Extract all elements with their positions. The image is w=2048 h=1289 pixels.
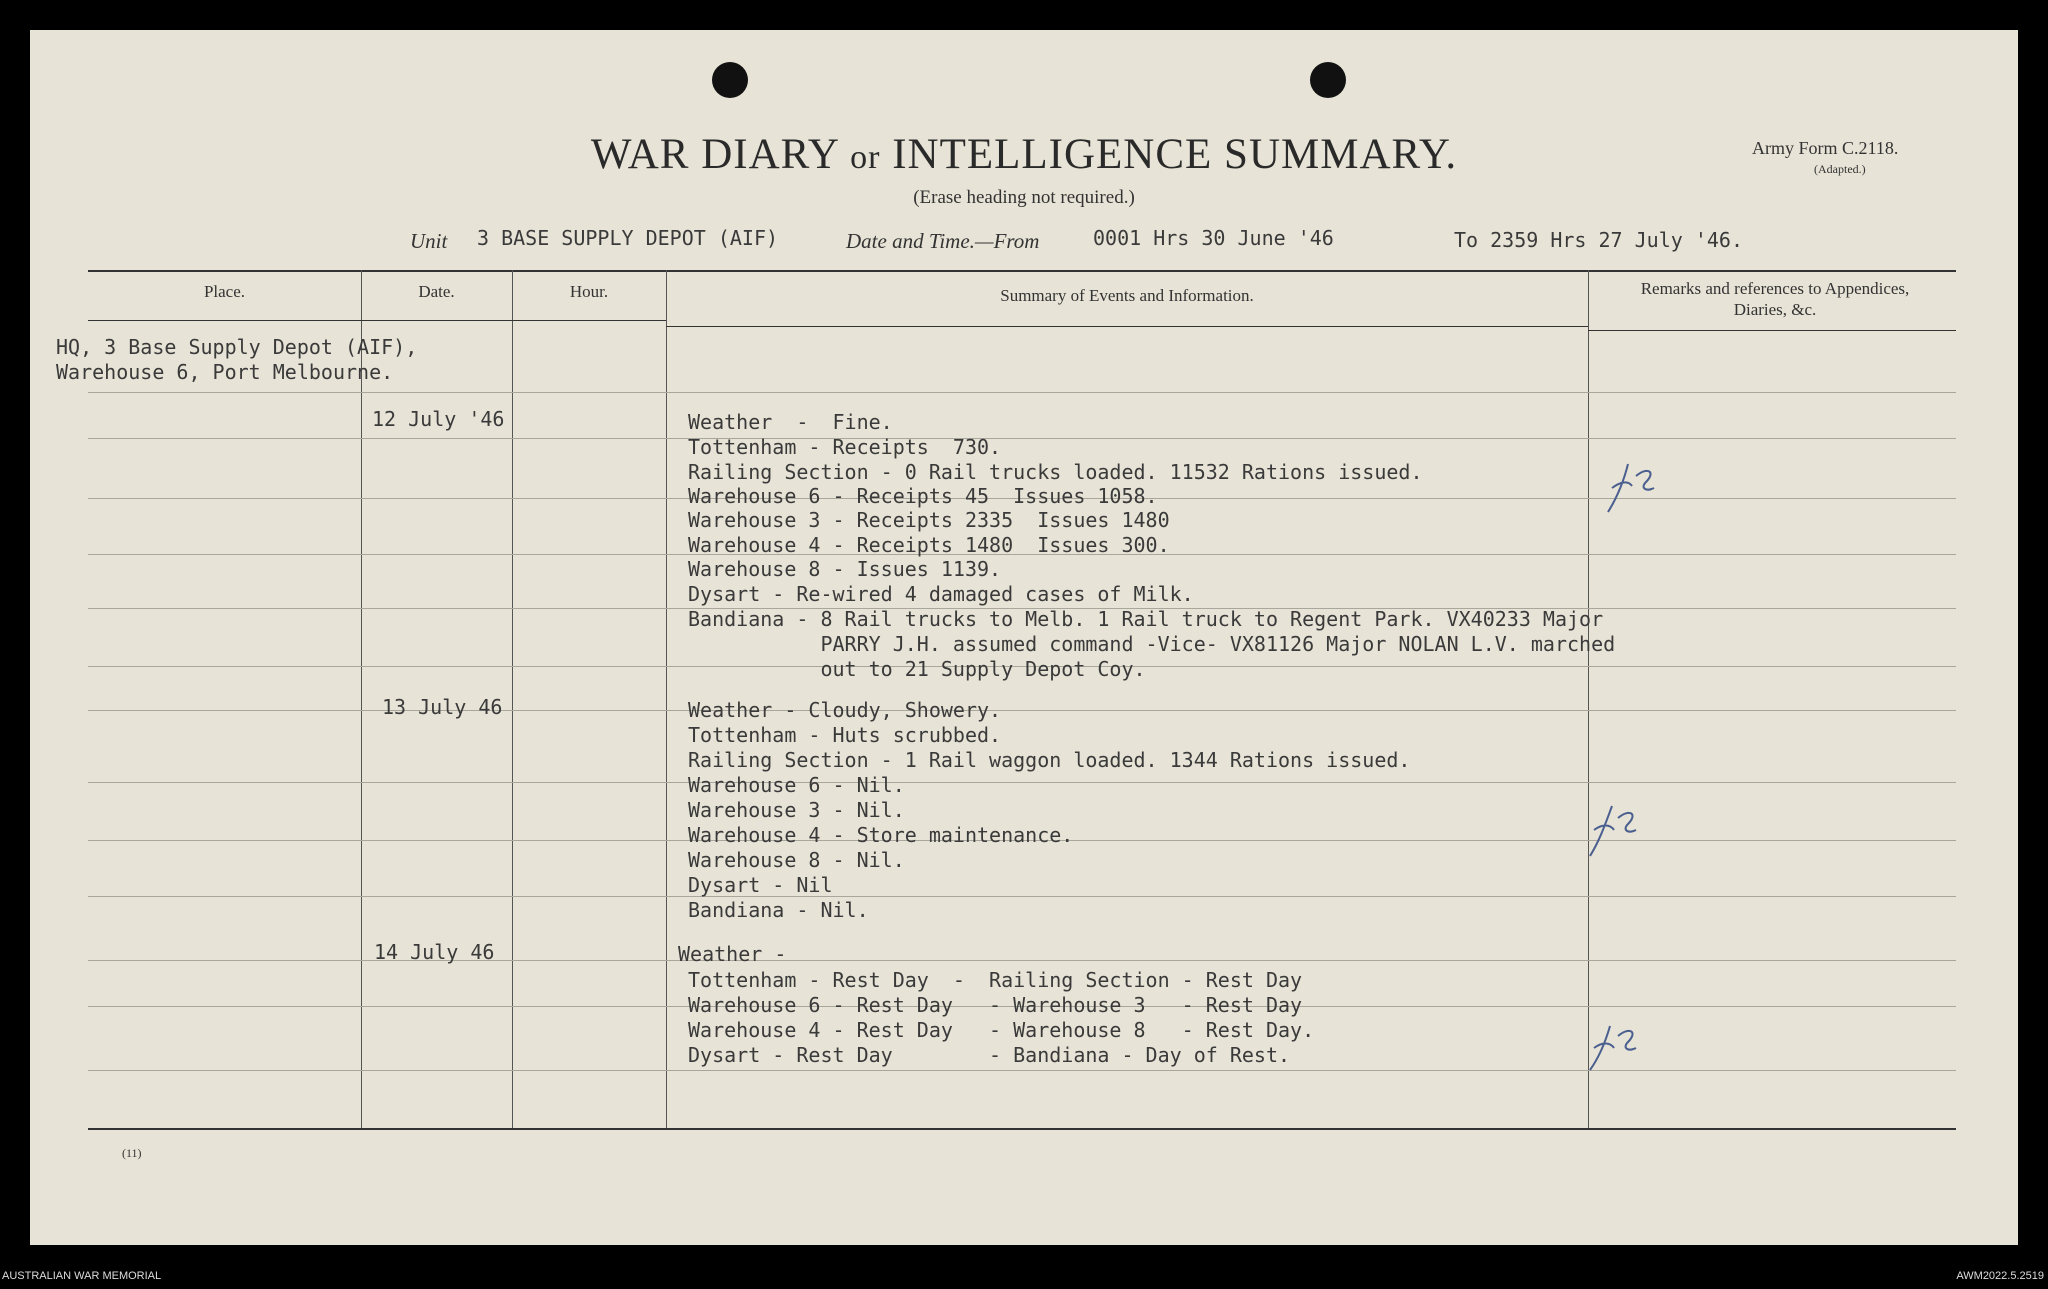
ruled-line	[88, 438, 1956, 439]
summary-line: Warehouse 6 - Nil.	[688, 773, 905, 797]
unit-value: 3 BASE SUPPLY DEPOT (AIF)	[477, 226, 779, 250]
army-form-number: Army Form C.2118.	[1752, 138, 1899, 158]
column-header-hour: Hour.	[569, 282, 609, 301]
column-header-place: Place.	[203, 282, 246, 301]
summary-line: Warehouse 4 - Rest Day - Warehouse 8 - Rest Day.	[688, 1018, 1315, 1042]
punch-hole-left	[712, 62, 748, 98]
entry-date-2: 13 July 46	[382, 695, 503, 719]
archive-caption-right: AWM2022.5.2519	[1956, 1270, 2044, 1282]
page-title	[30, 130, 2018, 179]
adapted-note: (Adapted.)	[1814, 162, 1866, 176]
handwritten-initials-2	[1582, 800, 1654, 860]
summary-line: Warehouse 3 - Nil.	[688, 798, 905, 822]
summary-line: Tottenham - Rest Day - Railing Section - Rest Day	[688, 968, 1303, 992]
column-header-remarks: Remarks and references to Appendices, Diaries, &c.	[1640, 279, 1910, 319]
summary-line: Dysart - Rest Day - Bandiana - Day of Rest.	[688, 1043, 1291, 1067]
summary-line: Warehouse 8 - Issues 1139.	[688, 557, 1002, 581]
summary-line: Dysart - Re-wired 4 damaged cases of Milk.	[688, 582, 1194, 606]
summary-line: Warehouse 3 - Receipts 2335 Issues 1480	[688, 508, 1170, 532]
entry-date-3: 14 July 46	[374, 940, 495, 964]
summary-line: Warehouse 4 - Store maintenance.	[688, 823, 1074, 847]
punch-hole-right	[1310, 62, 1346, 98]
summary-line: Tottenham - Receipts 730.	[688, 435, 1002, 459]
ruled-line	[88, 710, 1956, 711]
summary-line: Weather -	[678, 942, 787, 966]
diary-page	[30, 30, 2018, 1245]
summary-line: PARRY J.H. assumed command -Vice- VX81126 Major NOLAN L.V. marched	[688, 632, 1616, 656]
ruled-line	[88, 392, 1956, 393]
summary-line: Warehouse 6 - Rest Day - Warehouse 3 - Rest Day	[688, 993, 1303, 1017]
summary-line: Railing Section - 1 Rail waggon loaded. 1344 Rations issued.	[688, 748, 1411, 772]
summary-line: Weather - Fine.	[688, 410, 893, 434]
page-subtitle: (Erase heading not required.)	[913, 187, 1135, 208]
summary-line: Warehouse 6 - Receipts 45 Issues 1058.	[688, 484, 1158, 508]
place-line-1: HQ, 3 Base Supply Depot (AIF),	[56, 335, 418, 359]
table-top-border	[88, 270, 1956, 272]
unit-label: Unit	[410, 229, 448, 253]
from-value: 0001 Hrs 30 June '46	[1093, 226, 1334, 250]
summary-line: out to 21 Supply Depot Coy.	[688, 657, 1146, 681]
column-divider-hour	[512, 270, 513, 1128]
entry-date-1: 12 July '46	[372, 407, 505, 431]
summary-line: Railing Section - 0 Rail trucks loaded. 11532 Rations issued.	[688, 460, 1423, 484]
summary-line: Warehouse 4 - Receipts 1480 Issues 300.	[688, 533, 1170, 557]
ruled-line	[88, 896, 1956, 897]
summary-line: Weather - Cloudy, Showery.	[688, 698, 1002, 722]
summary-line: Bandiana - 8 Rail trucks to Melb. 1 Rail truck to Regent Park. VX40233 Major	[688, 607, 1604, 631]
form-number: (11)	[122, 1146, 142, 1160]
header-underline-remarks	[1588, 330, 1956, 331]
column-header-summary: Summary of Events and Information.	[1000, 286, 1254, 305]
ruled-line	[88, 1070, 1956, 1071]
to-value: To 2359 Hrs 27 July '46.	[1454, 228, 1743, 252]
archive-caption-left: AUSTRALIAN WAR MEMORIAL	[2, 1270, 162, 1282]
ruled-line	[88, 960, 1956, 961]
place-line-2: Warehouse 6, Port Melbourne.	[56, 360, 394, 384]
title-intelligence-summary: INTELLIGENCE SUMMARY.	[892, 131, 1458, 178]
column-divider-summary	[666, 270, 667, 1128]
handwritten-initials-3	[1582, 1018, 1654, 1078]
handwritten-initials-1	[1602, 458, 1674, 518]
header-underline-summary	[666, 326, 1588, 327]
column-divider-remarks	[1588, 270, 1589, 1128]
summary-line: Bandiana - Nil.	[688, 898, 869, 922]
date-time-label: Date and Time.—From	[846, 229, 1040, 253]
summary-line: Warehouse 8 - Nil.	[688, 848, 905, 872]
ruled-line	[88, 782, 1956, 783]
title-or: or	[850, 139, 881, 176]
header-underline-left	[88, 320, 666, 321]
title-war-diary: WAR DIARY	[590, 131, 839, 178]
unit-line	[30, 226, 2018, 260]
column-divider-date	[361, 270, 362, 1128]
summary-line: Tottenham - Huts scrubbed.	[688, 723, 1002, 747]
summary-line: Dysart - Nil	[688, 873, 833, 897]
table-bottom-border	[88, 1128, 1956, 1130]
column-header-date: Date.	[418, 282, 455, 301]
